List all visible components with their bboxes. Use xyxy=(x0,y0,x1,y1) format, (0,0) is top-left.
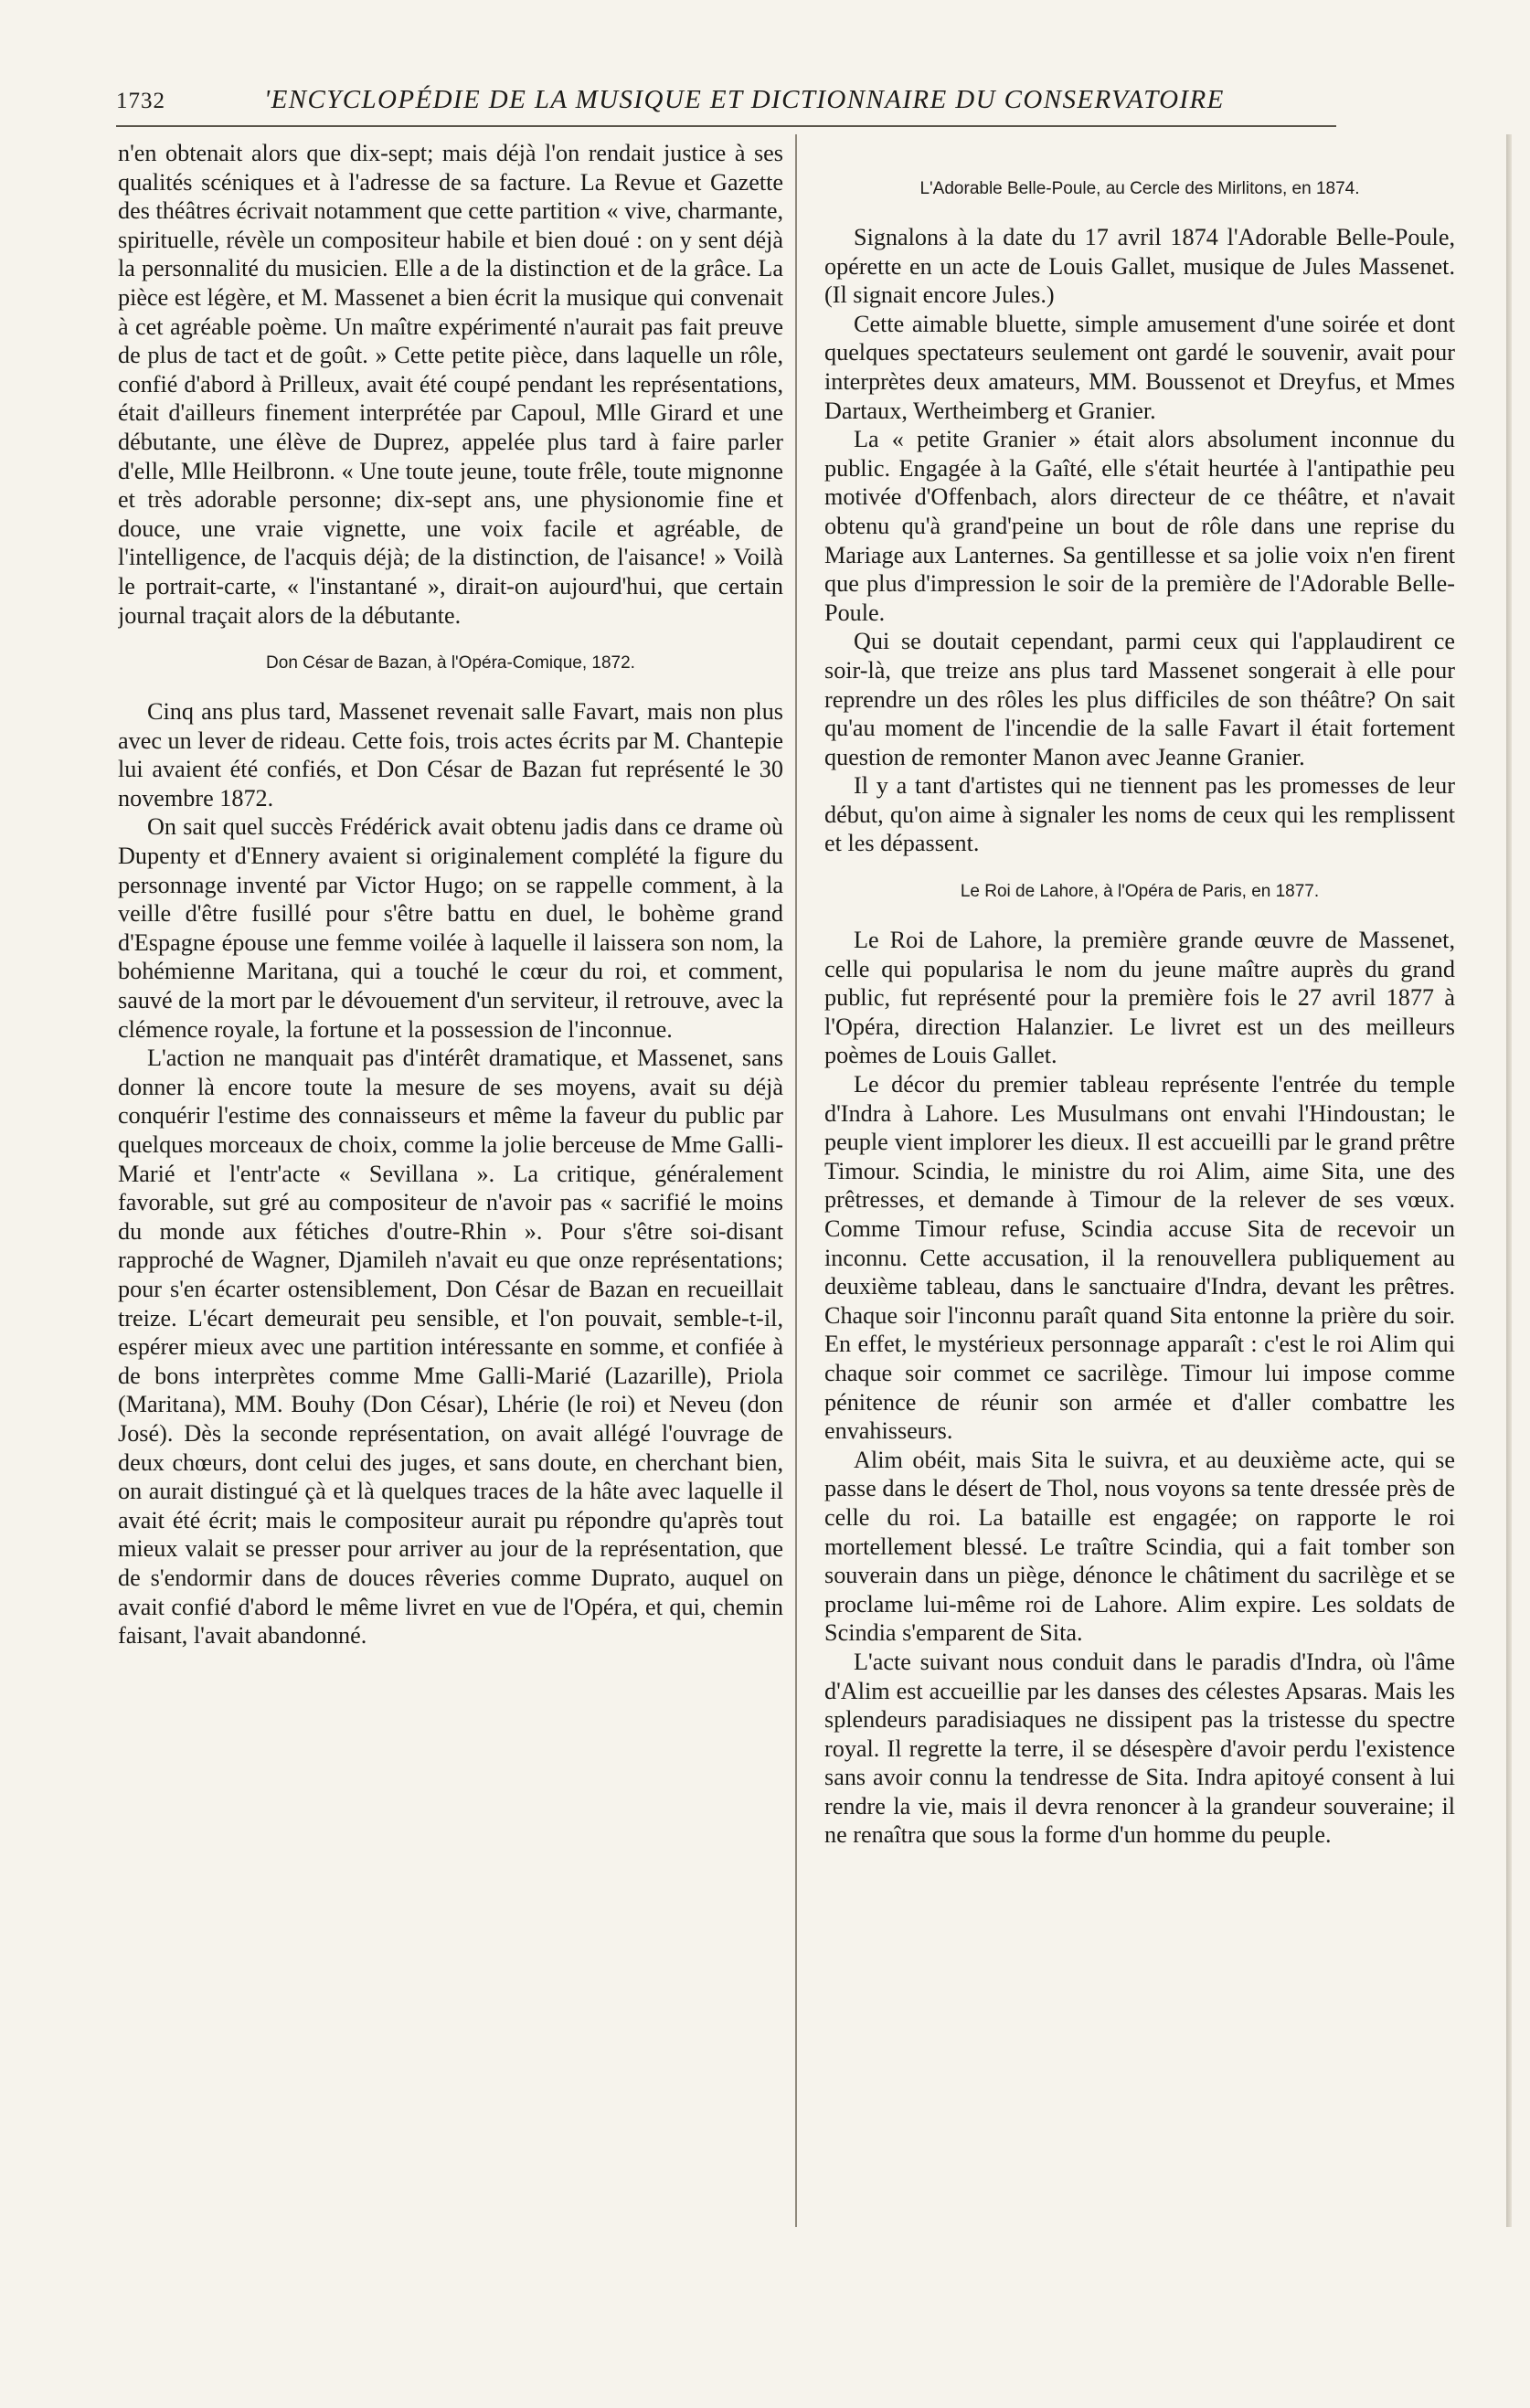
paragraph: L'action ne manquait pas d'intérêt dramatique, et Massenet, sans donner là encore toute la mesure de ses moyens, avait su déjà conquérir l'estime des connaisseurs et même la faveur du public par quelques morceaux de choix, comme la jolie berceuse de Mme Galli-Marié et l'entr'acte « Sevillana ». La critique, généralement favorable, sut gré au compositeur de n'avoir pas « sacrifié le moins du monde aux fétiches d'outre-Rhin ». Pour s'être soi-disant rapproché de Wagner, Djamileh n'avait eu que onze représentations; pour s'en écarter ostensiblement, Don César de Bazan en recueillait treize. L'écart demeurait peu sensible, et l'on pouvait, semble-t-il, espérer mieux avec une partition intéressante en somme, et confiée à de bons interprètes comme Mme Galli-Marié (Lazarille), Priola (Maritana), MM. Bouhy (Don César), Lhérie (le roi) et Neveu (don José). Dès la seconde représentation, on avait allégé l'ouvrage de deux chœurs, dont celui des juges, et sans doute, en cherchant bien, on aurait distingué çà et là quelques traces de la hâte avec laquelle il avait été écrit; mais le compositeur aurait pu répondre qu'après tout mieux valait se presser pour arriver au jour de la représentation, que de s'endormir dans de douces rêveries comme Duprato, auquel on avait confié d'abord le même livret en vue de l'Opéra, et qui, chemin faisant, l'avait abandonné. xyxy=(118,1045,783,1650)
paragraph: Signalons à la date du 17 avril 1874 l'Adorable Belle-Poule, opérette en un acte de Louis Gallet, musique de Jules Massenet. (Il signait encore Jules.) xyxy=(824,224,1455,309)
page-header xyxy=(116,85,1336,125)
page-number: 1732 xyxy=(116,89,165,113)
section-heading-belle-poule: L'Adorable Belle-Poule, au Cercle des Mirlitons, en 1874. xyxy=(919,179,1360,198)
paragraph: Le Roi de Lahore, la première grande œuvre de Massenet, celle qui popularisa le nom du jeune maître auprès du grand public, fut représenté pour la première fois le 27 avril 1877 à l'Opéra, direction Halanzier. Le livret est un des meilleurs poèmes de Louis Gallet. xyxy=(824,927,1455,1069)
paragraph: Il y a tant d'artistes qui ne tiennent pas les promesses de leur début, qu'on aime à signaler les noms de ceux qui les remplissent et les dépassent. xyxy=(824,772,1455,857)
paragraph: Alim obéit, mais Sita le suivra, et au deuxième acte, qui se passe dans le désert de Thol, nous voyons sa tente dressée près de celle du roi. La bataille est engagée; on rapporte le roi mortellement blessé. Le traître Scindia, qui a fait tomber son souverain dans un piège, dénonce le châtiment du sacrilège et se proclame lui-même roi de Lahore. Alim expire. Les soldats de Scindia s'emparent de Sita. xyxy=(824,1446,1455,1647)
paragraph: Cinq ans plus tard, Massenet revenait salle Favart, mais non plus avec un lever de rideau. Cette fois, trois actes écrits par M. Chantepie lui avaient été confiés, et Don César de Bazan fut représenté le 30 novembre 1872. xyxy=(118,698,783,812)
paragraph: Cette aimable bluette, simple amusement d'une soirée et dont quelques spectateurs seulement ont gardé le souvenir, avait pour interprètes deux amateurs, MM. Boussenot et Dreyfus, et Mmes Dartaux, Wertheimberg et Granier. xyxy=(824,310,1455,424)
paragraph: L'acte suivant nous conduit dans le paradis d'Indra, où l'âme d'Alim est accueillie par les danses des célestes Apsaras. Mais les splendeurs paradisiaques ne dissipent pas la tristesse du spectre royal. Il regrette la terre, il se désespère d'avoir perdu l'existence sans avoir connu la tendresse de Sita. Indra apitoyé consent à lui rendre la vie, mais il devra renoncer à la grandeur souveraine; il ne renaîtra que sous la forme d'un homme du peuple. xyxy=(824,1648,1455,1849)
paragraph: Le décor du premier tableau représente l'entrée du temple d'Indra à Lahore. Les Musulmans ont envahi l'Hindoustan; le peuple vient implorer les dieux. Il est accueilli par le grand prêtre Timour. Scindia, le ministre du roi Alim, aime Sita, une des prêtresses, et demande à Timour de la relever de ses vœux. Comme Timour refuse, Scindia accuse Sita de recevoir un inconnu. Cette accusation, il la renouvellera publiquement au deuxième tableau, dans le sanctuaire d'Indra, devant les prêtres. Chaque soir l'inconnu paraît quand Sita entonne la prière du soir. En effet, le mystérieux personnage apparaît : c'est le roi Alim qui chaque soir commet ce sacrilège. Timour lui impose comme pénitence de réunir son armée et d'aller combattre les envahisseurs. xyxy=(824,1071,1455,1445)
paragraph: n'en obtenait alors que dix-sept; mais déjà l'on rendait justice à ses qualités scéniques et à l'adresse de sa facture. La Revue et Gazette des théâtres écrivait notamment que cette partition « vive, charmante, spirituelle, révèle un compositeur habile et bien doué : on y sent déjà la personnalité du musicien. Elle a de la distinction et de la grâce. La pièce est légère, et M. Massenet a bien écrit la musique qui convenait à cet agréable poème. Un maître expérimenté n'aurait pas fait preuve de plus de tact et de goût. » Cette petite pièce, dans laquelle un rôle, confié d'abord à Prilleux, avait été coupé pendant les représentations, était d'ailleurs finement interprétée par Capoul, Mlle Girard et une débutante, une élève de Duprez, appelée plus tard à faire parler d'elle, Mlle Heilbronn. « Une toute jeune, toute frêle, toute mignonne et très adorable personne; dix-sept ans, une physionomie fine et douce, une vraie vignette, une voix facile et agréable, de l'intelligence, de l'acquis déjà; de la distinction, de l'aisance! » Voilà le portrait-carte, « l'instantané », dirait-on aujourd'hui, que certain journal traçait alors de la débutante. xyxy=(118,140,783,629)
header-rule xyxy=(116,125,1336,127)
section-heading-roi-de-lahore: Le Roi de Lahore, à l'Opéra de Paris, en 1877. xyxy=(960,882,1320,902)
page-edge-shadow xyxy=(1506,134,1512,2227)
right-column xyxy=(824,139,1455,2241)
paragraph: On sait quel succès Frédérick avait obtenu jadis dans ce drame où Dupenty et d'Ennery avaient si originalement complété la figure du personnage inventé par Victor Hugo; on se rappelle comment, à la veille d'être fusillé pour s'être battu en duel, le bohème grand d'Espagne épouse une femme voilée à laquelle il laissera son nom, la bohémienne Maritana, qui a touché le cœur du roi, et comment, sauvé de la mort par le dévouement d'un serviteur, il retrouve, avec la clémence royale, la fortune et la possession de l'inconnue. xyxy=(118,813,783,1043)
paragraph: Qui se doutait cependant, parmi ceux qui l'applaudirent ce soir-là, que treize ans plus tard Massenet songerait à elle pour reprendre un des rôles les plus difficiles de son théâtre? On sait qu'au moment de l'incendie de la salle Favart il était fortement question de remonter Manon avec Jeanne Granier. xyxy=(824,628,1455,770)
running-title: 'ENCYCLOPÉDIE DE LA MUSIQUE ET DICTIONNAIRE DU CONSERVATOIRE xyxy=(264,85,1225,114)
left-column xyxy=(118,139,783,2241)
paragraph: La « petite Granier » était alors absolument inconnue du public. Engagée à la Gaîté, elle s'était heurtée à l'antipathie peu motivée d'Offenbach, alors directeur de ce théâtre, et n'avait obtenu qu'à grand'peine un bout de rôle dans une reprise du Mariage aux Lanternes. Sa gentillesse et sa jolie voix n'en firent que plus d'impression le soir de la première de l'Adorable Belle-Poule. xyxy=(824,426,1455,626)
section-heading-don-cesar: Don César de Bazan, à l'Opéra-Comique, 1872. xyxy=(266,653,635,674)
column-divider xyxy=(795,134,797,2227)
